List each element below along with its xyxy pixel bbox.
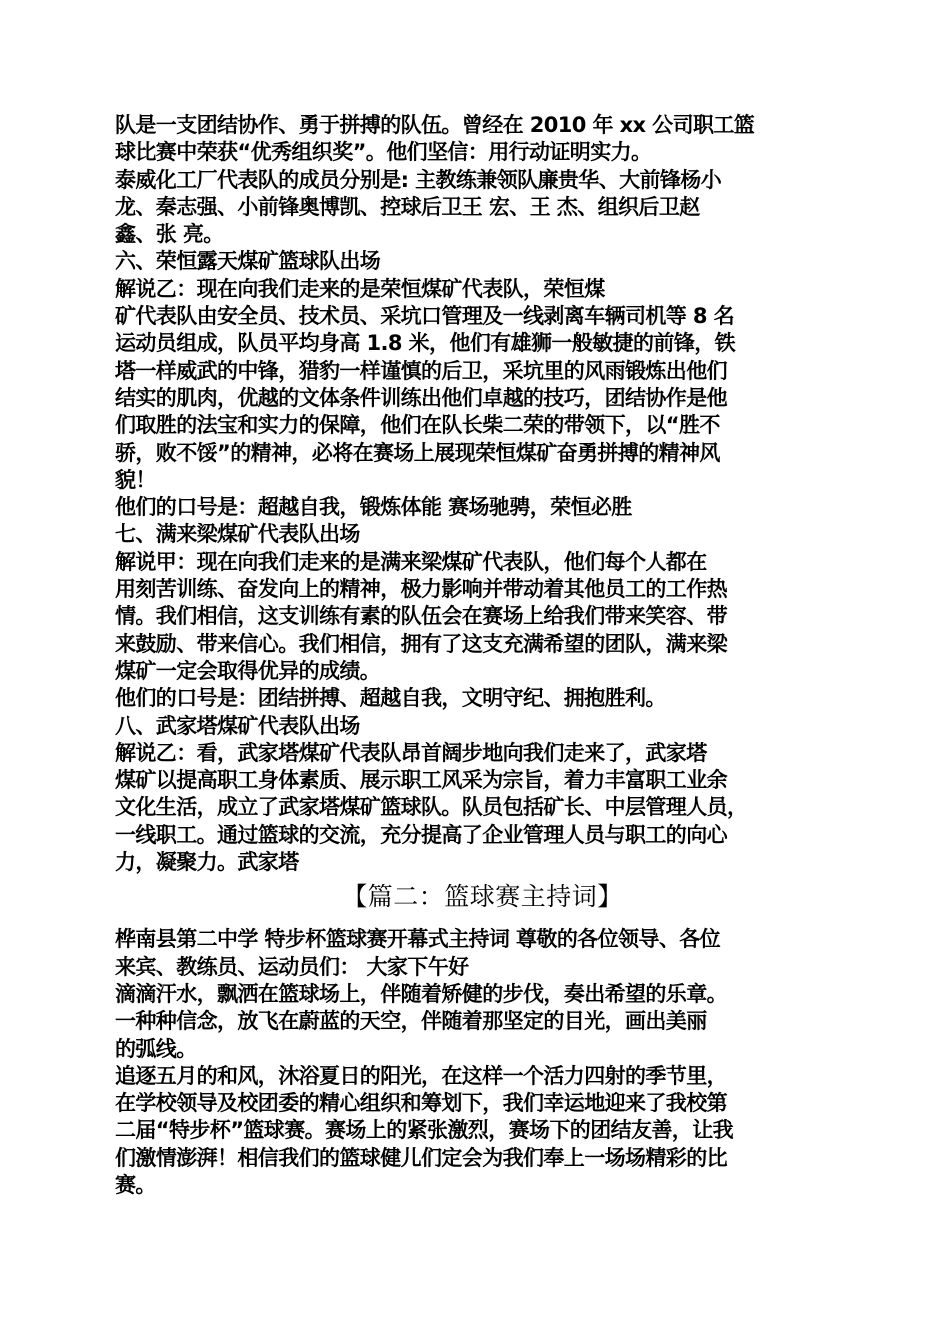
text-line: 骄，败不馁”的精神，必将在赛场上展现荣恒煤矿奋勇拼搏的精神风: [115, 440, 720, 465]
subheading-team-eight: 八、武家塔煤矿代表队出场: [115, 713, 360, 738]
text-line: 情。我们相信，这支训练有素的队伍会在赛场上给我们带来笑容、带: [115, 604, 727, 629]
text-line: 在学校领导及校团委的精心组织和筹划下，我们幸运地迎来了我校第: [115, 1091, 727, 1116]
text-line: 煤矿以提高职工身体素质、展示职工风采为宗旨，着力丰富职工业余: [115, 768, 727, 793]
text-line: 球比赛中荣获“优秀组织奖”。他们坚信：用行动证明实力。: [115, 140, 652, 165]
text-line: 龙、秦志强、小前锋奥博凯、控球后卫王 宏、王 杰、组织后卫赵: [115, 194, 700, 219]
text-line: 鑫、张 亮。: [115, 222, 224, 247]
text-line: 追逐五月的和风，沐浴夏日的阳光，在这样一个活力四射的季节里，: [115, 1063, 727, 1088]
document-page: [115, 112, 850, 1199]
text-line: 解说乙：现在向我们走来的是荣恒煤矿代表队，荣恒煤: [115, 276, 605, 301]
text-line: 泰威化工厂代表队的成员分别是: 主教练兼领队廉贵华、大前锋杨小: [115, 167, 722, 192]
text-line: 赛。: [115, 1172, 156, 1197]
text-line: 解说乙：看，武家塔煤矿代表队昂首阔步地向我们走来了，武家塔: [115, 740, 707, 765]
text-line: 矿代表队由安全员、技术员、采坑口管理及一线剥离车辆司机等 8 名: [115, 304, 735, 329]
text-line: 貌！: [115, 467, 156, 492]
text-line: 力，凝聚力。武家塔: [115, 850, 299, 875]
text-line: 煤矿一定会取得优异的成绩。: [115, 658, 381, 683]
text-line: 结实的肌肉，优越的文体条件训练出他们卓越的技巧，团结协作是他: [115, 385, 727, 410]
text-line: 们激情澎湃！相信我们的篮球健儿们定会为我们奉上一场场精彩的比: [115, 1145, 727, 1170]
text-line: 一种种信念，放飞在蔚蓝的天空，伴随着那坚定的目光，画出美丽: [115, 1009, 707, 1034]
slogan-line: 他们的口号是：团结拼搏、超越自我，文明守纪、拥抱胜利。: [115, 686, 666, 711]
subheading-team-seven: 七、满来梁煤矿代表队出场: [115, 522, 360, 547]
text-line: 塔一样威武的中锋，猎豹一样谨慎的后卫，采坑里的风雨锻炼出他们: [115, 358, 727, 383]
text-line: 来鼓励、带来信心。我们相信，拥有了这支充满希望的团队，满来梁: [115, 631, 727, 656]
text-line: 滴滴汗水，飘洒在篮球场上，伴随着矫健的步伐，奏出希望的乐章。: [115, 981, 727, 1006]
text-line: 们取胜的法宝和实力的保障，他们在队长柴二荣的带领下，以“胜不: [115, 413, 720, 438]
text-line: 的弧线。: [115, 1036, 197, 1061]
text-line: 运动员组成，队员平均身高 1.8 米，他们有雄狮一般敏捷的前锋，铁: [115, 331, 736, 356]
text-line: 来宾、教练员、运动员们： 大家下午好: [115, 954, 469, 979]
section-one-body: [115, 112, 850, 876]
section-two-heading: 【篇二：篮球赛主持词】: [342, 882, 623, 912]
text-line: 桦南县第二中学 特步杯篮球赛开幕式主持词 尊敬的各位领导、各位: [115, 927, 721, 952]
slogan-line: 他们的口号是：超越自我，锻炼体能 赛场驰骋，荣恒必胜: [115, 495, 632, 520]
section-two-body: [115, 926, 850, 1199]
text-line: 队是一支团结协作、勇于拼搏的队伍。曾经在 2010 年 xx 公司职工篮: [115, 113, 755, 137]
text-line: 用刻苦训练、奋发向上的精神，极力影响并带动着其他员工的工作热: [115, 577, 727, 602]
text-line: 文化生活，成立了武家塔煤矿篮球队。队员包括矿长、中层管理人员，: [115, 795, 748, 820]
text-line: 一线职工。通过篮球的交流，充分提高了企业管理人员与职工的向心: [115, 822, 727, 847]
text-line: 二届“特步杯”篮球赛。赛场上的紧张激烈，赛场下的团结友善，让我: [115, 1118, 734, 1143]
subheading-team-six: 六、荣恒露天煤矿篮球队出场: [115, 249, 381, 274]
text-line: 解说甲：现在向我们走来的是满来梁煤矿代表队，他们每个人都在: [115, 549, 707, 574]
